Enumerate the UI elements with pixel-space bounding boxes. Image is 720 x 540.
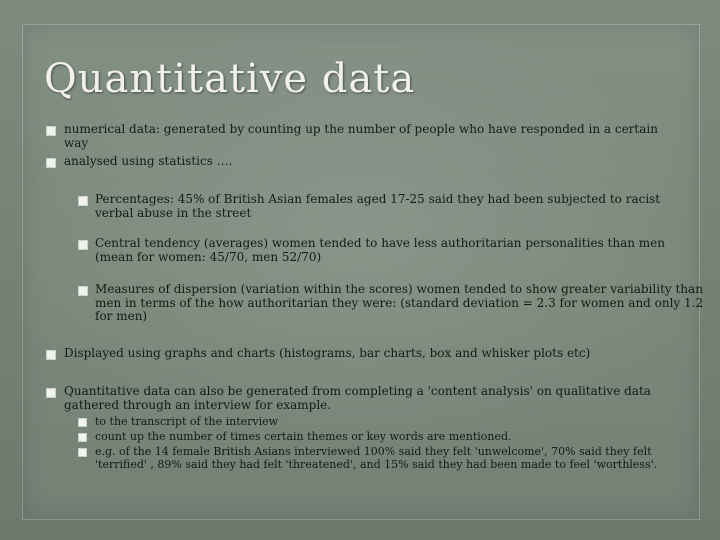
bullet-icon: [46, 158, 56, 168]
bullet-icon: [78, 240, 88, 250]
bullet-icon: [78, 433, 87, 442]
bullet-item: [95, 283, 707, 324]
bullet-text: count up the number of times certain themes or key words are mentioned.: [95, 430, 512, 443]
bullet-text: analysed using statistics ….: [64, 154, 233, 168]
bullet-icon: [78, 448, 87, 457]
bullet-item: [95, 416, 685, 429]
bullet-icon: [46, 126, 56, 136]
bullet-item: [95, 193, 670, 220]
bullet-item: [95, 237, 670, 264]
bullet-item: [64, 155, 664, 169]
bullet-text: Measures of dispersion (variation within the scores) women tended to show greater variability than men in terms of the how authoritarian they were: (standard deviation = 2.3 for women and only 1.2 for men): [95, 282, 704, 323]
bullet-text: Displayed using graphs and charts (histograms, bar charts, box and whisker plots etc): [64, 346, 591, 360]
bullet-text: numerical data: generated by counting up the number of people who have responded in a certain way: [64, 122, 658, 150]
slide-title: Quantitative data: [44, 56, 416, 102]
bullet-item: [95, 431, 685, 444]
bullet-text: Central tendency (averages) women tended to have less authoritarian personalities than men (mean for women: 45/70, men 52/70): [95, 236, 665, 264]
bullet-text: e.g. of the 14 female British Asians interviewed 100% said they felt 'unwelcome', 70% said they felt 'terrified' , 89% said they had felt 'threatened', and 15% said they had been made to feel 'worthless'.: [95, 445, 658, 471]
bullet-icon: [46, 350, 56, 360]
bullet-icon: [46, 388, 56, 398]
bullet-icon: [78, 286, 88, 296]
bullet-item: [64, 385, 664, 412]
bullet-item: [64, 123, 664, 150]
bullet-text: Quantitative data can also be generated from completing a 'content analysis' on qualitative data gathered through an interview for example.: [64, 384, 651, 412]
bullet-item: [64, 347, 684, 361]
bullet-text: Percentages: 45% of British Asian females aged 17-25 said they had been subjected to racist verbal abuse in the street: [95, 192, 661, 220]
bullet-item: [95, 446, 685, 471]
bullet-icon: [78, 418, 87, 427]
bullet-text: to the transcript of the interview: [95, 415, 279, 428]
bullet-icon: [78, 196, 88, 206]
